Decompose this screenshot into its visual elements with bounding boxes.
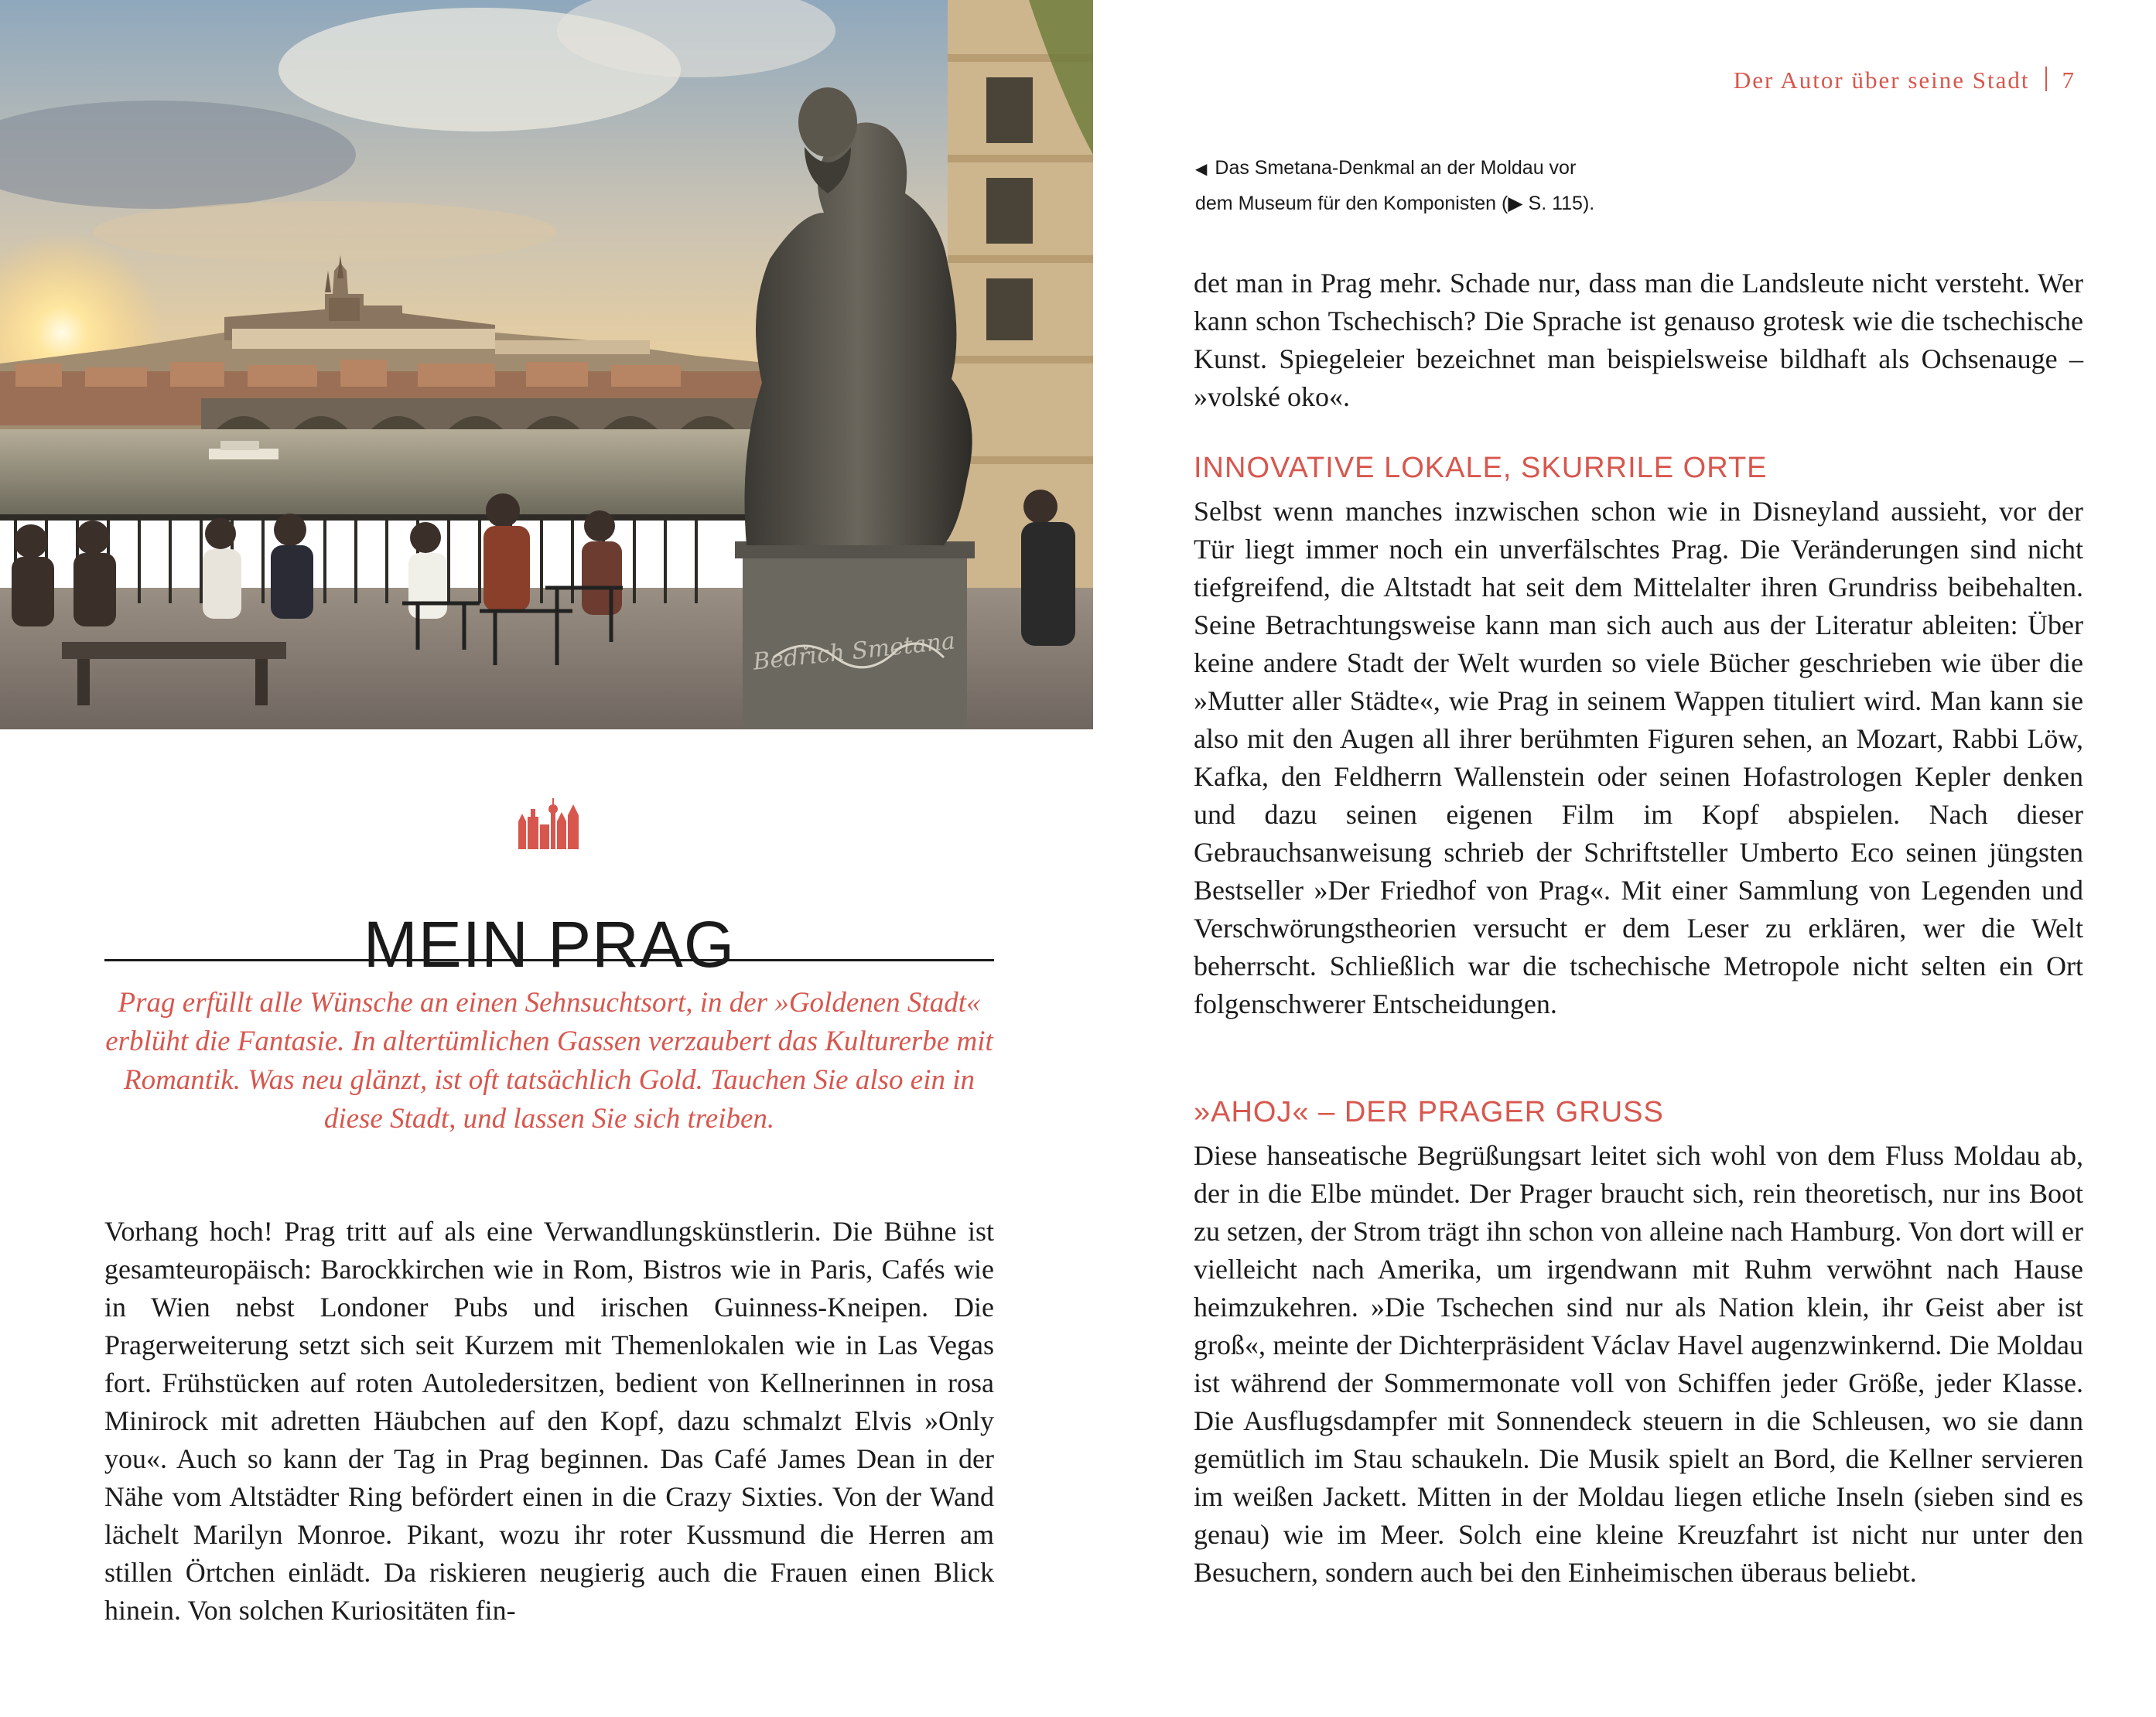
smetana-monument-photo	[0, 0, 1093, 729]
prague-skyline-icon	[518, 798, 579, 849]
page-number: 7	[2062, 67, 2076, 94]
section-heading-ahoj: »AHOJ« – DER PRAGER GRUSS	[1194, 1096, 1664, 1128]
signature-text: Bedřich Smetana	[751, 627, 957, 676]
running-header-section: Der Autor über seine Stadt	[1733, 67, 2030, 94]
body-text-left: Vorhang hoch! Prag tritt auf als eine Verwandlungskünstlerin. Die Bühne ist gesamteuropäisch: Barockkirchen wie in Rom, Bistros wie in Paris, Cafés wie in Wien nebst Londoner Pubs und irischen Guinness-Kneipen. Die Pragerweiterung setzt sich seit Kurzem mit Themenlokalen wie in Las Vegas fort. Frühstücken auf roten Autoledersitzen, bedient von Kellnerinnen in rosa Minirock mit adretten Häubchen auf den Kopf, dazu schmalzt Elvis »Only you«. Auch so kann der Tag in Prag beginnen. Das Café James Dean in der Nähe vom Altstädter Ring befördert einen in die Crazy Sixties. Von der Wand lächelt Marilyn Monroe. Pikant, wozu ihr roter Kussmund die Herren am stillen Örtchen einlädt. Da riskieren neugierig auch die Frauen einen Blick hinein. Von solchen Kuriositäten fin-	[104, 1216, 994, 1626]
title-divider	[104, 959, 994, 961]
page-title: MEIN PRAG	[363, 908, 736, 981]
header-separator	[2045, 67, 2047, 91]
caption-line-2: dem Museum für den Komponisten (▶ S. 115).	[1195, 193, 1595, 214]
section-heading-lokale: INNOVATIVE LOKALE, SKURRILE ORTE	[1194, 452, 1768, 484]
photo-caption	[1195, 151, 1675, 220]
body-text-right-2: Selbst wenn manches inzwischen schon wie in Disneyland aussieht, vor der Tür liegt immer noch ein unverfälschtes Prag. Die Veränderungen sind nicht tiefgreifend, die Altstadt hat seit dem Mittelalter ihren Grundriss beibehalten. Seine Betrachtungsweise kann man sich auch aus der Literatur ableiten: Über keine andere Stadt der Welt wurden so viele Bücher geschrieben wie über die »Mutter aller Städte«, wie Prag in seinem Wappen tituliert wird. Man kann sie also mit den Augen all ihrer berühmten Figuren sehen, an Mozart, Rabbi Löw, Kafka, den Feldherrn Wallenstein oder seinen Hofastrologen Kepler denken und dazu seinen eigenen Film im Kopf abspielen. Nach dieser Gebrauchsanweisung schrieb der Schriftsteller Umberto Eco seinen jüngsten Bestseller »Der Friedhof von Prag«. Mit einer Sammlung von Legenden und Verschwörungstheorien versucht er dem Leser zu erklären, wer die Welt beherrscht. Schließlich war die tschechische Metropole nicht selten ein Ort folgenschwerer Entscheidungen.	[1194, 496, 2083, 1019]
caption-arrow-icon: ◀	[1195, 161, 1208, 178]
body-text-right-1: det man in Prag mehr. Schade nur, dass man die Landsleute nicht versteht. Wer kann schon Tschechisch? Die Sprache ist genauso grotesk wie die tschechische Kunst. Spiegeleier bezeichnet man beispielsweise bildhaft als Ochsenauge – »volské oko«.	[1194, 268, 2083, 412]
caption-line-1: Das Smetana-Denkmal an der Moldau vor	[1215, 157, 1577, 179]
intro-lead: Prag erfüllt alle Wünsche an einen Sehnsuchtsort, in der »Goldenen Stadt« erblüht die Fantasie. In altertümlichen Gassen verzaubert das Kulturerbe mit Romantik. Was neu glänzt, ist oft tatsächlich Gold. Tauchen Sie also ein in diese Stadt, und lassen Sie sich treiben.	[105, 987, 993, 1135]
running-header	[1734, 67, 2076, 94]
body-text-right-3: Diese hanseatische Begrüßungsart leitet sich wohl von dem Fluss Moldau ab, der in die Elbe mündet. Der Prager braucht sich, rein theoretisch, nur ins Boot zu setzen, der Strom trägt ihn schon von alleine nach Hamburg. Von dort will er vielleicht nach Amerika, um irgendwann mit Ruhm verwöhnt nach Hause heimzukehren. »Die Tschechen sind nur als Nation klein, ihr Geist aber ist groß«, meinte der Dichterpräsident Václav Havel augenzwinkernd. Die Moldau ist während der Sommermonate voll von Schiffen jeder Größe, jeder Klasse. Die Ausflugsdampfer mit Sonnendeck steuern in die Schleusen, wo sie dann gemütlich im Stau schaukeln. Die Musik spielt an Bord, die Kellner servieren im weißen Jackett. Mitten in der Moldau liegen etliche Inseln (sieben sind es genau) wie im Meer. Solch eine kleine Kreuzfahrt ist nicht nur unter den Besuchern, sondern auch bei den Einheimischen überaus beliebt.	[1194, 1140, 2083, 1588]
